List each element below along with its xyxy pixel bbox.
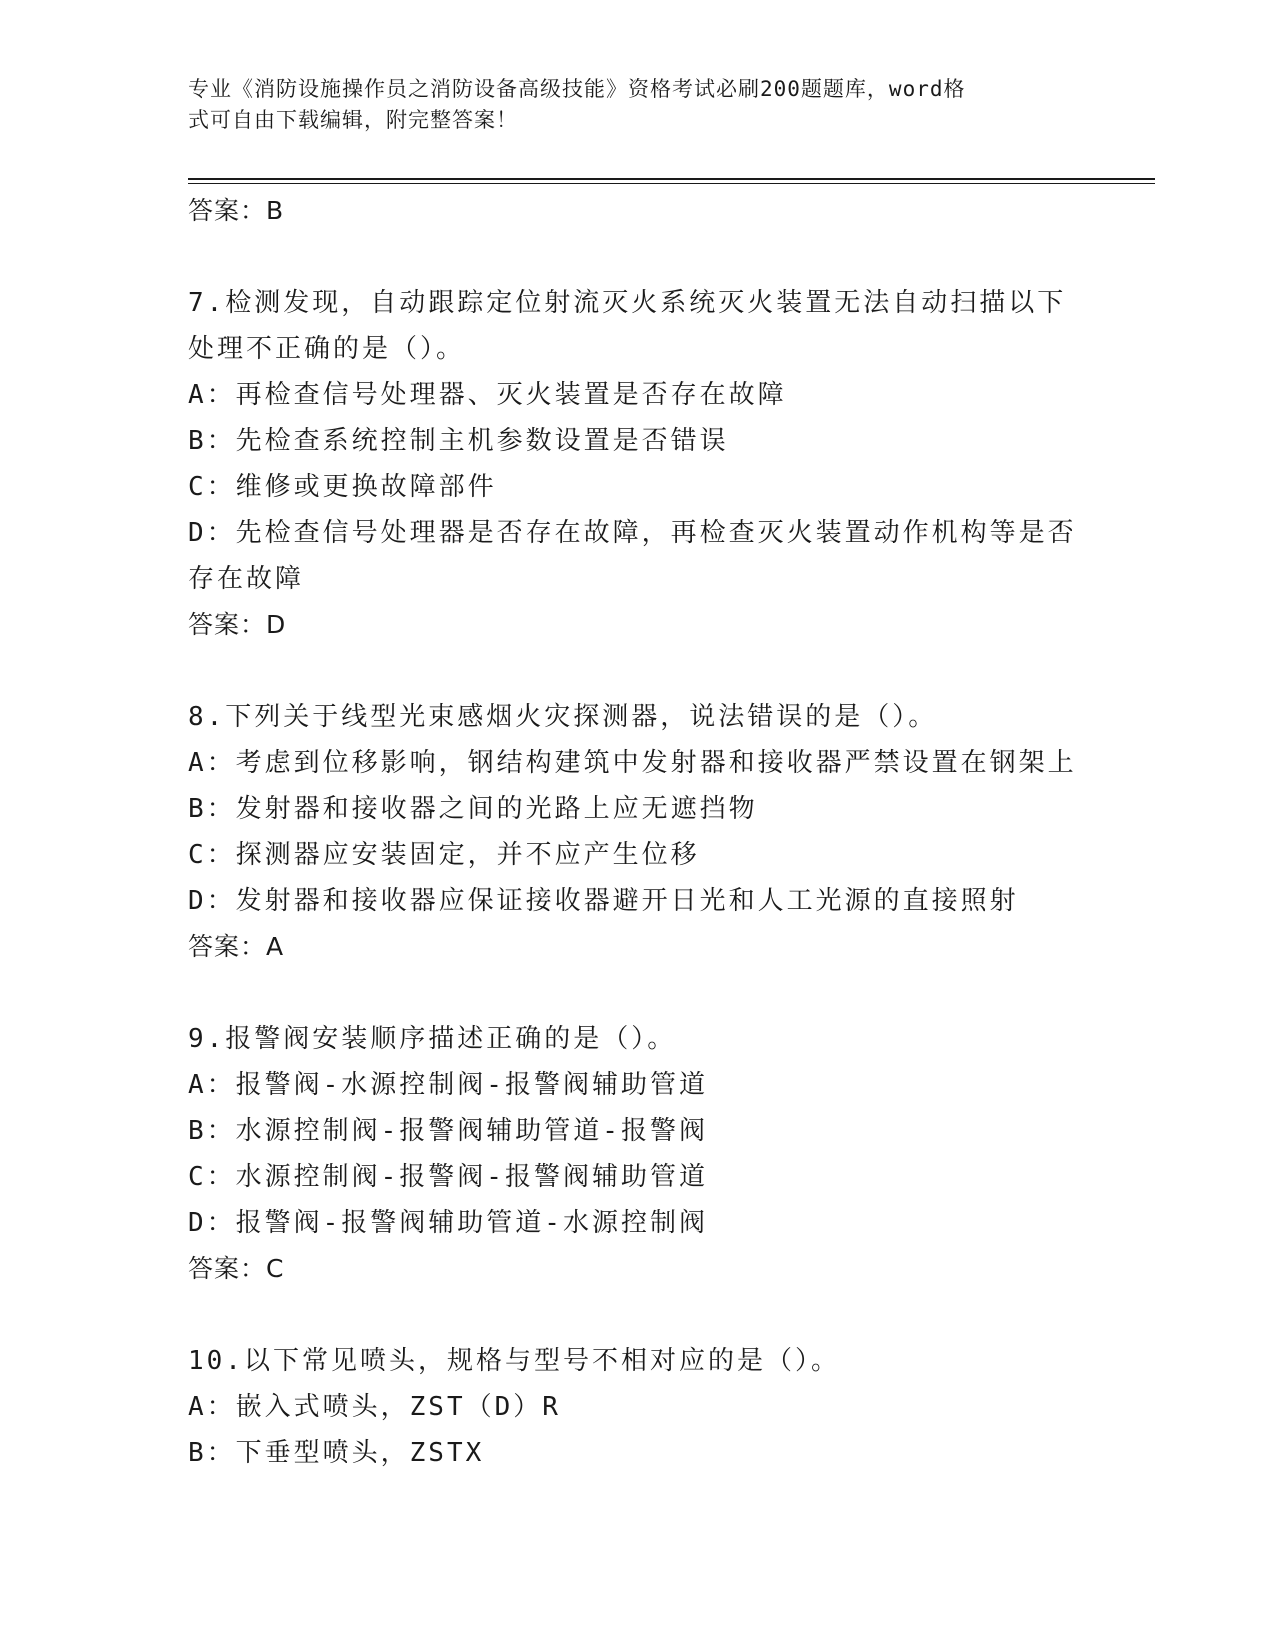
option-b: B：下垂型喷头，ZSTX [188, 1438, 485, 1468]
option-a: A：嵌入式喷头，ZST（D）R [188, 1392, 561, 1422]
answer: 答案：A [188, 932, 285, 961]
document-header [188, 74, 1068, 136]
spacer [188, 234, 1088, 280]
question-stem: 7.检测发现，自动跟踪定位射流灭火系统灭火装置无法自动扫描以下 [188, 288, 1067, 318]
header-title-line-2: 式可自由下载编辑，附完整答案！ [188, 108, 518, 132]
option-b: B：发射器和接收器之间的光路上应无遮挡物 [188, 794, 758, 824]
option-d: D：先检查信号处理器是否存在故障，再检查灭火装置动作机构等是否 [188, 518, 1077, 548]
question-10 [188, 1338, 1088, 1476]
spacer [188, 970, 1088, 1016]
question-9 [188, 1016, 1088, 1292]
question-list [188, 188, 1088, 1476]
header-divider-thin [188, 183, 1155, 184]
answer: 答案：C [188, 1254, 285, 1283]
question-stem: 10.以下常见喷头，规格与型号不相对应的是（）。 [188, 1346, 840, 1376]
question-stem: 8.下列关于线型光束感烟火灾探测器，说法错误的是（）。 [188, 702, 938, 732]
question-8 [188, 694, 1088, 970]
option-d-continued: 存在故障 [188, 564, 305, 594]
option-a: A：再检查信号处理器、灭火装置是否存在故障 [188, 380, 787, 410]
answer: 答案：D [188, 610, 287, 639]
option-a: A：报警阀-水源控制阀-报警阀辅助管道 [188, 1070, 708, 1100]
option-d: D：发射器和接收器应保证接收器避开日光和人工光源的直接照射 [188, 886, 1019, 916]
header-divider-thick [188, 178, 1155, 180]
option-a: A：考虑到位移影响，钢结构建筑中发射器和接收器严禁设置在钢架上 [188, 748, 1077, 778]
option-b: B：先检查系统控制主机参数设置是否错误 [188, 426, 729, 456]
option-c: C：水源控制阀-报警阀-报警阀辅助管道 [188, 1162, 708, 1192]
spacer [188, 1292, 1088, 1338]
question-7 [188, 280, 1088, 648]
answer-previous: 答案：B [188, 196, 285, 225]
question-stem: 9.报警阀安装顺序描述正确的是（）。 [188, 1024, 677, 1054]
header-title-line-1: 专业《消防设施操作员之消防设备高级技能》资格考试必刷200题题库，word格 [188, 77, 966, 101]
option-b: B：水源控制阀-报警阀辅助管道-报警阀 [188, 1116, 708, 1146]
option-c: C：探测器应安装固定，并不应产生位移 [188, 840, 700, 870]
question-stem-continued: 处理不正确的是（）。 [188, 334, 466, 364]
spacer [188, 648, 1088, 694]
option-c: C：维修或更换故障部件 [188, 472, 497, 502]
option-d: D：报警阀-报警阀辅助管道-水源控制阀 [188, 1208, 708, 1238]
